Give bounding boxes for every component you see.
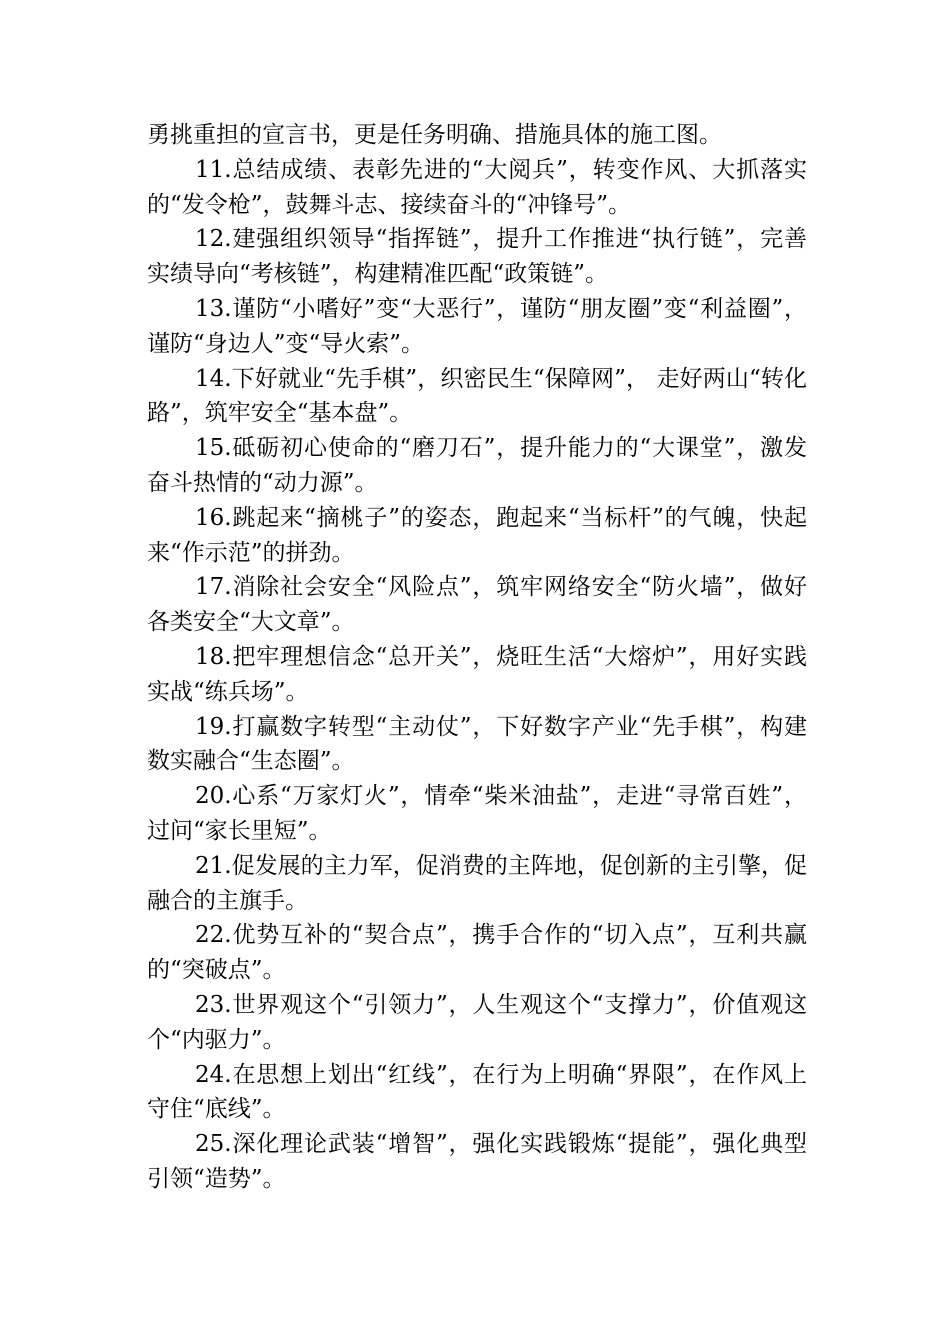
document-body	[147, 118, 807, 1197]
list-item-13: 13.谨防“小嗜好”变“大恶行”，谨防“朋友圈”变“利益圈”，谨防“身边人”变“导火索”。	[147, 295, 807, 357]
list-item-22: 22.优势互补的“契合点”，携手合作的“切入点”，互利共赢的“突破点”。	[147, 922, 807, 984]
list-item-20: 20.心系“万家灯火”，情牵“柴米油盐”，走进“寻常百姓”，过问“家长里短”。	[147, 783, 807, 844]
list-item-17: 17.消除社会安全“风险点”，筑牢网络安全“防火墙”，做好各类安全“大文章”。	[147, 574, 807, 636]
list-item-18: 18.把牢理想信念“总开关”，烧旺生活“大熔炉”，用好实践实战“练兵场”。	[147, 643, 807, 705]
list-item-11: 11.总结成绩、表彰先进的“大阅兵”，转变作风、大抓落实的“发令枪”，鼓舞斗志、接续奋斗的“冲锋号”。	[147, 156, 807, 218]
paragraph-continuation: 勇挑重担的宣言书，更是任务明确、措施具体的施工图。	[147, 122, 722, 148]
list-item-19: 19.打赢数字转型“主动仗”，下好数字产业“先手棋”，构建数实融合“生态圈”。	[147, 713, 807, 775]
list-item-16: 16.跳起来“摘桃子”的姿态，跑起来“当标杆”的气魄，快起来“作示范”的拼劲。	[147, 504, 807, 566]
list-item-12: 12.建强组织领导“指挥链”，提升工作推进“执行链”，完善实绩导向“考核链”，构建精准匹配“政策链”。	[147, 226, 807, 288]
list-item-14: 14.下好就业“先手棋”，织密民生“保障网”， 走好两山“转化路”，筑牢安全“基本盘”。	[147, 365, 807, 427]
list-item-25: 25.深化理论武装“增智”，强化实践锻炼“提能”，强化典型引领“造势”。	[147, 1131, 807, 1192]
list-item-23: 23.世界观这个“引领力”，人生观这个“支撑力”，价值观这个“内驱力”。	[147, 991, 807, 1053]
list-item-15: 15.砥砺初心使命的“磨刀石”，提升能力的“大课堂”，激发奋斗热情的“动力源”。	[147, 435, 807, 496]
list-item-24: 24.在思想上划出“红线”，在行为上明确“界限”，在作风上守住“底线”。	[147, 1061, 807, 1123]
list-item-21: 21.促发展的主力军，促消费的主阵地，促创新的主引擎，促融合的主旗手。	[147, 852, 807, 914]
